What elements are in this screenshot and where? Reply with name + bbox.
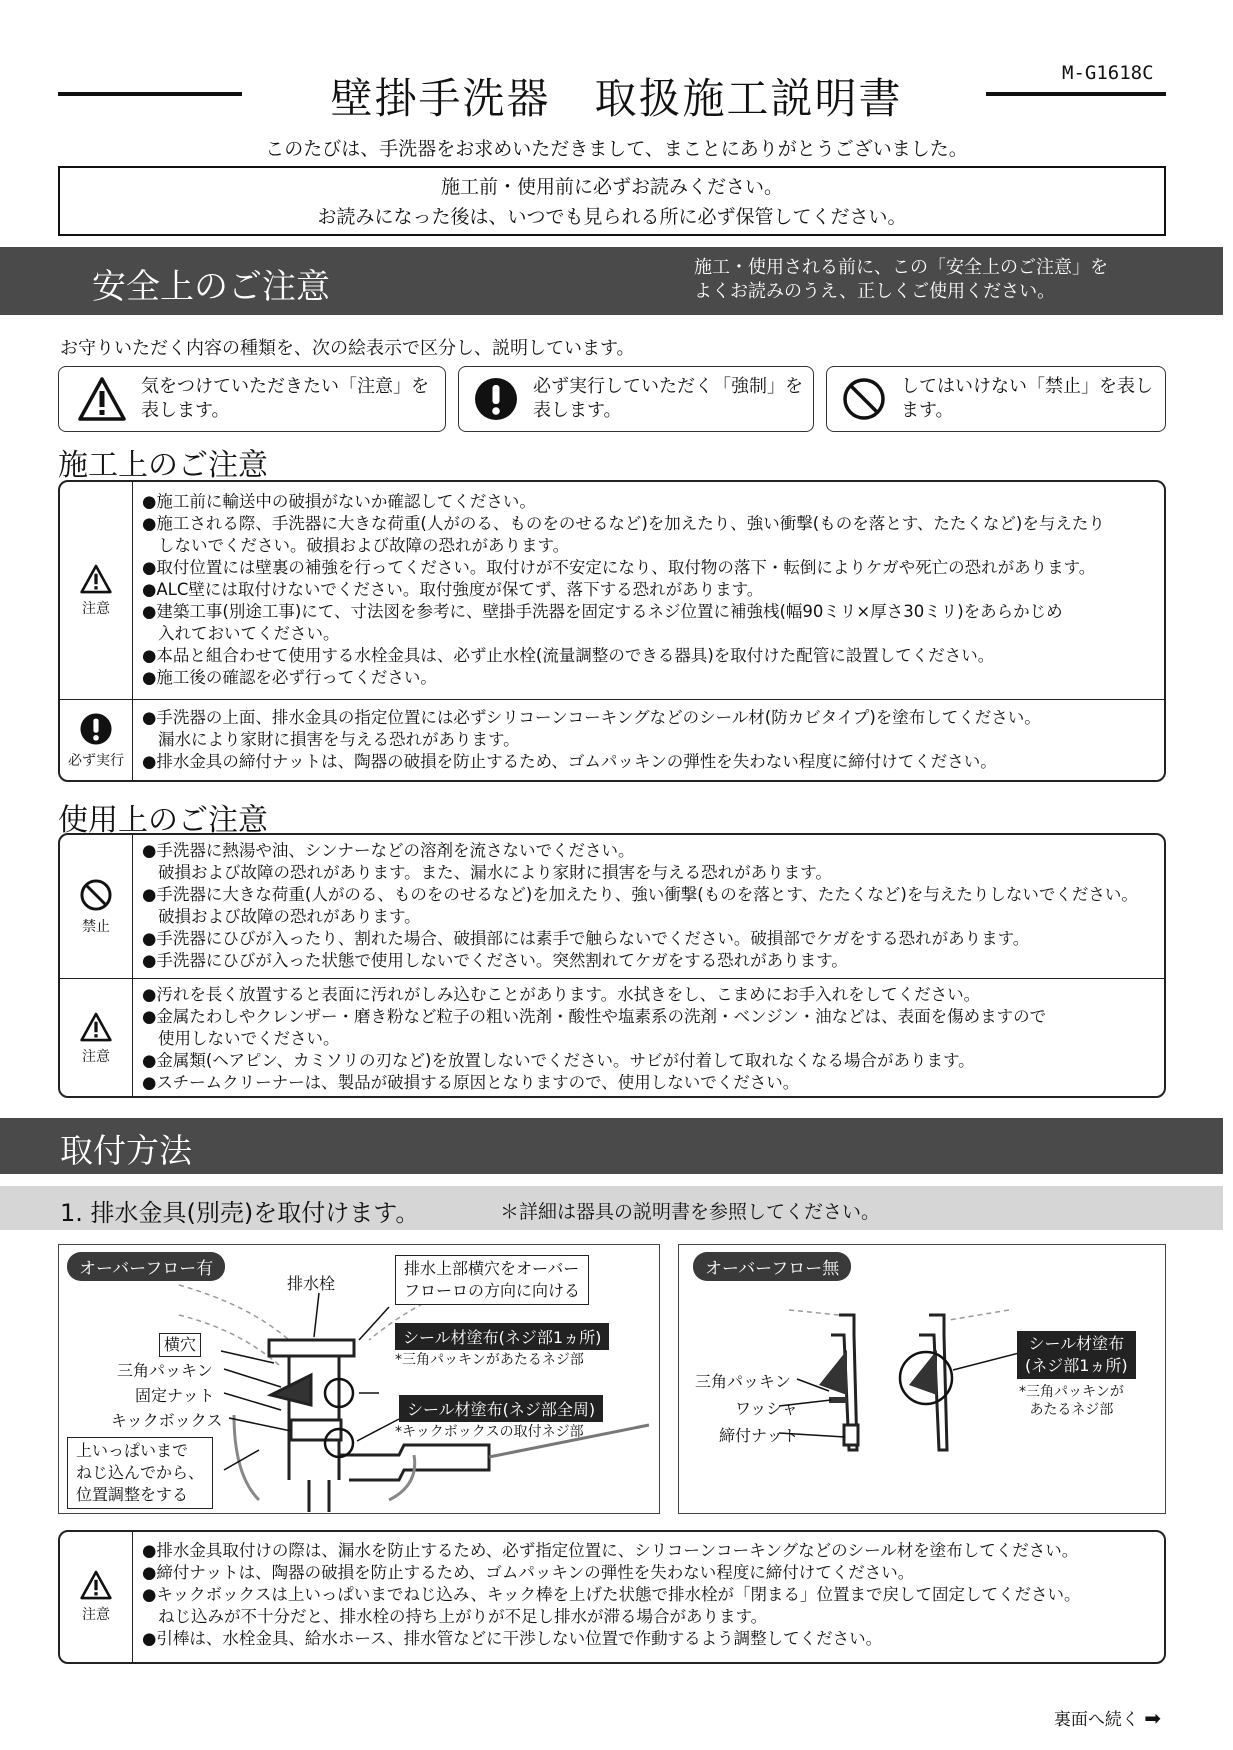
tightening-nut-label: 締付ナット — [719, 1426, 799, 1445]
list-item: 漏水により家財に損害を与える恐れがあります。 — [158, 730, 520, 749]
fixing-nut-label: 固定ナット — [135, 1386, 215, 1405]
list-item: 破損および故障の恐れがあります。 — [158, 907, 421, 926]
usage-prohibit-text — [142, 840, 1156, 972]
install-caution-panel — [58, 1530, 1166, 1664]
usage-caution-row — [60, 979, 1164, 1098]
adjust-callout — [67, 1437, 213, 1509]
legend-caution — [58, 366, 446, 432]
install-caution-text — [142, 1540, 1156, 1650]
list-item: ●手洗器にひびが入った状態で使用しないでください。突然割れてケガをする恐れがあります。 — [142, 951, 848, 970]
list-item: ●スチームクリーナーは、製品が破損する原因となりますので、使用しないでください。 — [142, 1073, 800, 1092]
legend-prohibit-line-2: ます。 — [901, 400, 954, 421]
construction-caution-icon-col — [60, 482, 133, 699]
no-overflow-tag: オーバーフロー無 — [693, 1252, 851, 1281]
list-item: ●金属類(ヘアピン、カミソリの刃など)を放置しないでください。サビが付着して取れなくなる場合があります。 — [142, 1051, 975, 1070]
prohibit-caption: 禁止 — [82, 918, 110, 935]
prohibition-icon — [79, 878, 113, 912]
list-item: 入れておいてください。 — [158, 624, 340, 643]
usage-heading: 使用上のご注意 — [58, 803, 268, 838]
usage-caution-icon-col — [60, 979, 133, 1098]
list-item: ●施工後の確認を必ず行ってください。 — [142, 668, 437, 687]
seal-note-line-2: あたるネジ部 — [1029, 1402, 1114, 1418]
seal-note-line-1: *三角パッキンが — [1019, 1384, 1124, 1400]
list-item: 破損および故障の恐れがあります。また、漏水により家財に損害を与える恐れがあります。 — [158, 863, 832, 882]
prohibition-icon — [841, 376, 887, 422]
warning-triangle-icon — [79, 1570, 113, 1600]
mandatory-caption: 必ず実行 — [68, 753, 124, 769]
legend-mandatory — [458, 366, 814, 432]
seal-line-1: シール材塗布 — [1028, 1334, 1125, 1353]
list-item: ●キックボックスは上いっぱいまでねじ込み、キック棒を上げた状態で排水栓が「閉まる」位置まで戻して固定してください。 — [142, 1585, 1081, 1604]
triangle-packing-label: 三角パッキン — [695, 1372, 791, 1391]
kick-box-label: キックボックス — [111, 1411, 223, 1430]
construction-caution-row — [60, 482, 1164, 700]
seal-callout-2: シール材塗布(ネジ部全周) — [399, 1395, 603, 1422]
legend-caution-line-2: 表します。 — [141, 400, 230, 421]
warning-triangle-icon — [79, 1012, 113, 1042]
step1-bar — [0, 1186, 1223, 1230]
list-item: しないでください。破損および故障の恐れがあります。 — [158, 536, 570, 555]
list-item: ●排水金具の締付ナットは、陶器の破損を防止するため、ゴムパッキンの弾性を失わない程度に締付けてください。 — [142, 752, 997, 771]
list-item: ●手洗器に熱湯や油、シンナーなどの溶剤を流さないでください。 — [142, 841, 635, 860]
washer-label: ワッシャ — [735, 1399, 798, 1418]
warning-triangle-icon — [77, 376, 127, 422]
mandatory-exclamation-icon — [473, 376, 519, 422]
figure-overflow — [58, 1244, 660, 1514]
list-item: ●手洗器の上面、排水金具の指定位置には必ずシリコーンコーキングなどのシール材(防カビタイプ)を塗布してください。 — [142, 708, 1041, 727]
warning-triangle-icon — [79, 564, 113, 594]
overflow-tag: オーバーフロー有 — [67, 1252, 225, 1281]
usage-panel — [58, 833, 1166, 1098]
read-notice-box — [58, 166, 1166, 236]
callout-line-1: 排水上部横穴をオーバー — [404, 1259, 580, 1278]
list-item: ねじ込みが不十分だと、排水栓の持ち上がりが不足し排水が滞る場合があります。 — [158, 1607, 768, 1626]
mandatory-exclamation-icon — [79, 712, 113, 746]
legend-prohibit — [826, 366, 1166, 432]
intro-text: このたびは、手洗器をお求めいただきまして、まことにありがとうございました。 — [265, 138, 968, 160]
step1-note: ＊詳細は器具の説明書を参照してください。 — [500, 1201, 881, 1223]
list-item: ●ALC壁には取付けないでください。取付強度が保てず、落下する恐れがあります。 — [142, 580, 764, 599]
safety-subtitle-line-2: よくお読みのうえ、正しくご使用ください。 — [694, 281, 1056, 302]
seal-note-1: *三角パッキンがあたるネジ部 — [395, 1352, 584, 1368]
continue-label: 裏面へ続く — [1053, 1710, 1139, 1730]
legend-prohibit-text — [901, 375, 1153, 423]
step1-label: 1. 排水金具(別売)を取付けます。 — [60, 1199, 420, 1227]
legend-caution-text — [141, 375, 429, 423]
legend-prohibit-line-1: してはいけない「禁止」を表し — [901, 376, 1153, 397]
list-item: ●施工前に輸送中の破損がないか確認してください。 — [142, 492, 536, 511]
triangle-packing-label: 三角パッキン — [117, 1361, 213, 1380]
install-caution-icon-col — [60, 1532, 133, 1662]
caution-caption: 注意 — [82, 1048, 110, 1065]
safety-section-bar — [0, 247, 1223, 315]
list-item: ●本品と組合わせて使用する水栓金具は、必ず止水栓(流量調整のできる器具)を取付けた配管に設置してください。 — [142, 646, 995, 665]
continue-to-back — [1054, 1705, 1161, 1730]
adjust-line-1: 上いっぱいまで — [76, 1441, 189, 1460]
list-item: ●締付ナットは、陶器の破損を防止するため、ゴムパッキンの弾性を失わない程度に締付けてください。 — [142, 1563, 915, 1582]
list-item: ●建築工事(別途工事)にて、寸法図を参考に、壁掛手洗器を固定するネジ位置に補強桟(幅90ミリ×厚さ30ミリ)をあらかじめ — [142, 602, 1063, 621]
construction-caution-text — [142, 491, 1156, 689]
page-title: 壁掛手洗器 取扱施工説明書 — [330, 74, 903, 123]
install-section-bar — [0, 1118, 1223, 1174]
notice-line-1: 施工前・使用前に必ずお読みください。 — [440, 176, 783, 198]
usage-prohibit-icon-col — [60, 835, 133, 978]
list-item: 使用しないでください。 — [158, 1029, 340, 1048]
document-number: M-G1618C — [1062, 62, 1154, 84]
callout-line-2: フローロの方向に向ける — [404, 1281, 581, 1300]
safety-title: 安全上のご注意 — [92, 267, 330, 307]
construction-mandatory-row — [60, 700, 1164, 782]
construction-panel — [58, 480, 1166, 782]
caution-caption: 注意 — [82, 600, 110, 617]
construction-mandatory-text — [142, 707, 1156, 773]
side-hole-direction-callout — [395, 1255, 589, 1305]
legend-mandatory-line-2: 表します。 — [533, 400, 622, 421]
notice-line-2: お読みになった後は、いつでも見られる所に必ず保管してください。 — [317, 206, 907, 228]
seal-note-2: *キックボックスの取付ネジ部 — [395, 1424, 584, 1440]
legend-mandatory-line-1: 必ず実行していただく「強制」を — [533, 376, 803, 397]
list-item: ●引棒は、水栓金具、給水ホース、排水管などに干渉しない位置で作動するよう調整してください。 — [142, 1629, 883, 1648]
usage-caution-text — [142, 984, 1156, 1094]
adjust-line-2: ねじ込んでから、 — [76, 1463, 205, 1482]
list-item: ●施工される際、手洗器に大きな荷重(人がのる、ものをのせるなど)を加えたり、強い衝撃(ものを落とす、たたくなど)を与えたり — [142, 514, 1105, 533]
adjust-line-3: 位置調整をする — [76, 1485, 189, 1504]
list-item: ●金属たわしやクレンザー・磨き粉など粒子の粗い洗剤・酸性や塩素系の洗剤・ベンジン・油などは、表面を傷めますので — [142, 1007, 1047, 1026]
drain-plug-label: 排水栓 — [287, 1274, 336, 1293]
seal-line-2: (ネジ部1ヵ所) — [1025, 1356, 1128, 1375]
list-item: ●手洗器に大きな荷重(人がのる、ものをのせるなど)を加えたり、強い衝撃(ものを落とす、たたくなど)を与えたりしないでください。 — [142, 885, 1138, 904]
list-item: ●汚れを長く放置すると表面に汚れがしみ込むことがあります。水拭きをし、こまめにお手入れをしてください。 — [142, 985, 981, 1004]
install-title: 取付方法 — [60, 1131, 192, 1170]
figure-no-overflow — [678, 1244, 1166, 1514]
arrow-right-icon: ➡ — [1144, 1706, 1161, 1730]
list-item: ●手洗器にひびが入ったり、割れた場合、破損部には素手で触らないでください。破損部でケガをする恐れがあります。 — [142, 929, 1030, 948]
legend-caution-line-1: 気をつけていただきたい「注意」を — [141, 376, 429, 397]
seal-callout — [1017, 1331, 1136, 1379]
usage-prohibit-row — [60, 835, 1164, 979]
construction-heading: 施工上のご注意 — [58, 448, 268, 483]
safety-subtitle-line-1: 施工・使用される前に、この「安全上のご注意」を — [694, 257, 1108, 278]
legend-intro: お守りいただく内容の種類を、次の絵表示で区分し、説明しています。 — [60, 338, 635, 359]
construction-mandatory-icon-col — [60, 700, 133, 782]
caution-caption: 注意 — [82, 1607, 110, 1623]
legend-mandatory-text — [533, 375, 803, 423]
safety-subtitle — [694, 256, 1108, 304]
list-item: ●排水金具取付けの際は、漏水を防止するため、必ず指定位置に、シリコーンコーキングなどのシール材を塗布してください。 — [142, 1541, 1079, 1560]
seal-callout-1: シール材塗布(ネジ部1ヵ所) — [395, 1323, 609, 1350]
seal-note — [1019, 1383, 1124, 1419]
side-hole-label: 横穴 — [159, 1333, 201, 1357]
list-item: ●取付位置には壁裏の補強を行ってください。取付けが不安定になり、取付物の落下・転倒によりケガや死亡の恐れがあります。 — [142, 558, 1096, 577]
